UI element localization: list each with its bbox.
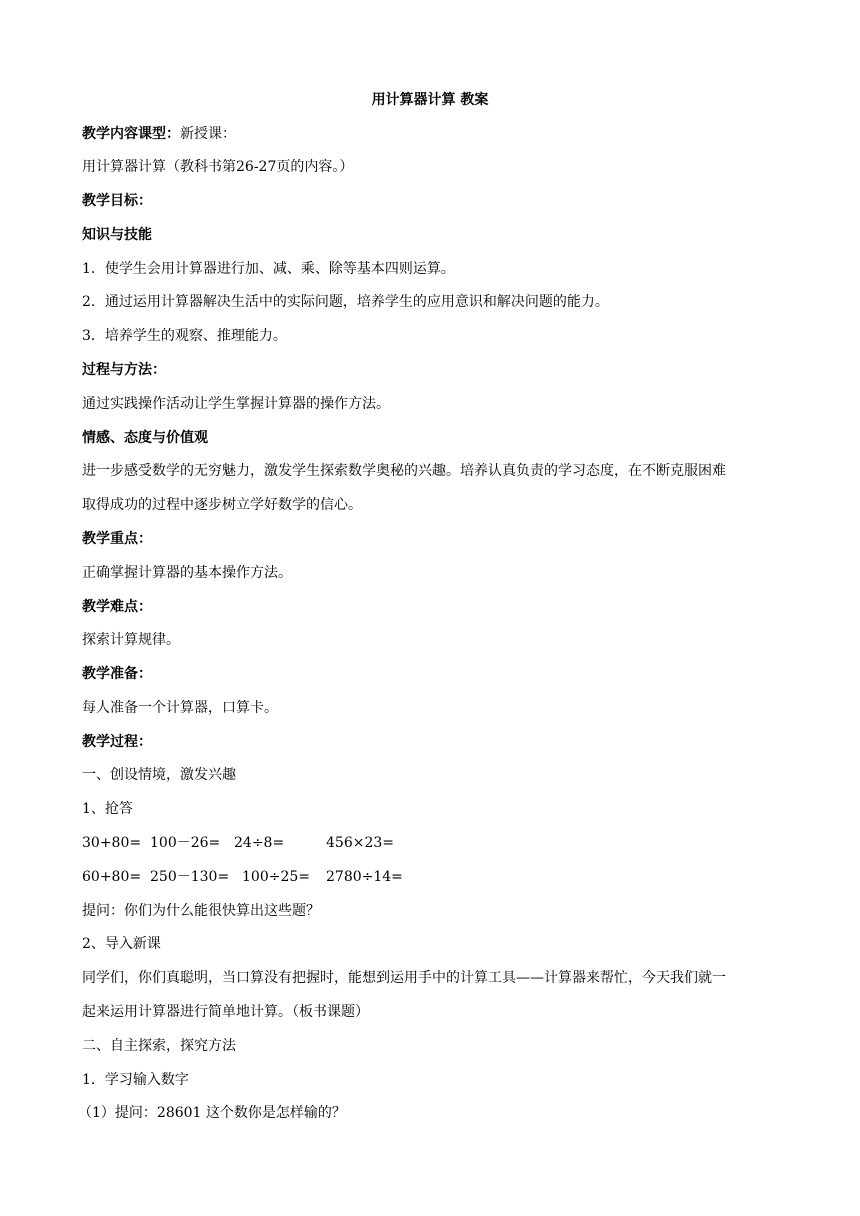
step2-sub1: 1．学习输入数字 bbox=[82, 1072, 189, 1088]
calc-item: 2780÷14= bbox=[326, 869, 403, 885]
knowledge-item-1: 1．使学生会用计算器进行加、减、乘、除等基本四则运算。 bbox=[82, 261, 455, 277]
calc-row-1 bbox=[82, 833, 782, 853]
calc-item: 100÷25= bbox=[242, 869, 310, 885]
calc-item: 100－26= bbox=[150, 835, 221, 851]
key-point-heading: 教学重点： bbox=[82, 531, 152, 547]
step1-sub1: 1、抢答 bbox=[82, 801, 133, 817]
calc-item: 30+80= bbox=[82, 835, 142, 851]
key-point-text: 正确掌握计算器的基本操作方法。 bbox=[82, 565, 292, 581]
question-1: 提问：你们为什么能很快算出这些题？ bbox=[82, 903, 320, 919]
course-type-line bbox=[82, 124, 782, 144]
objectives-heading: 教学目标： bbox=[82, 193, 152, 209]
calc-item: 456×23= bbox=[326, 835, 394, 851]
knowledge-item-3: 3．培养学生的观察、推理能力。 bbox=[82, 328, 287, 344]
step2-heading: 二、自主探索，探究方法 bbox=[82, 1038, 236, 1054]
step1-heading: 一、创设情境，激发兴趣 bbox=[82, 767, 236, 783]
teaching-process-heading: 教学过程： bbox=[82, 734, 152, 750]
calc-item: 24÷8= bbox=[234, 835, 285, 851]
knowledge-item-2: 2．通过运用计算器解决生活中的实际问题，培养学生的应用意识和解决问题的能力。 bbox=[82, 294, 609, 310]
emotion-text-line-1: 进一步感受数学的无穷魅力，激发学生探索数学奥秘的兴趣。培养认真负责的学习态度，在不断克服困难 bbox=[82, 463, 726, 479]
document-title: 用计算器计算 教案 bbox=[371, 92, 489, 108]
emotion-text-line-2: 取得成功的过程中逐步树立学好数学的信心。 bbox=[82, 497, 362, 513]
calc-item: 250－130= bbox=[150, 869, 230, 885]
intro-text-line-2: 起来运用计算器进行简单地计算。（板书课题） bbox=[82, 1004, 369, 1020]
intro-text-line-1: 同学们，你们真聪明，当口算没有把握时，能想到运用手中的计算工具——计算器来帮忙，今天我们就一 bbox=[82, 970, 726, 986]
process-heading: 过程与方法： bbox=[82, 362, 166, 378]
step2-question-1: （1）提问：28601 这个数你是怎样输的？ bbox=[78, 1105, 346, 1121]
difficulty-text: 探索计算规律。 bbox=[82, 632, 180, 648]
course-type-label: 教学内容课型： bbox=[82, 126, 180, 142]
difficulty-heading: 教学难点： bbox=[82, 599, 152, 615]
course-content: 用计算器计算（教科书第26-27页的内容。） bbox=[82, 159, 354, 175]
calc-item: 60+80= bbox=[82, 869, 142, 885]
course-type-value: 新授课： bbox=[180, 126, 236, 142]
calc-row-2 bbox=[82, 867, 782, 887]
preparation-heading: 教学准备： bbox=[82, 666, 152, 682]
knowledge-heading: 知识与技能 bbox=[82, 227, 152, 243]
process-text: 通过实践操作活动让学生掌握计算器的操作方法。 bbox=[82, 396, 390, 412]
emotion-heading: 情感、态度与价值观 bbox=[82, 430, 208, 446]
step1-sub2: 2、导入新课 bbox=[82, 936, 161, 952]
preparation-text: 每人准备一个计算器，口算卡。 bbox=[82, 700, 278, 716]
